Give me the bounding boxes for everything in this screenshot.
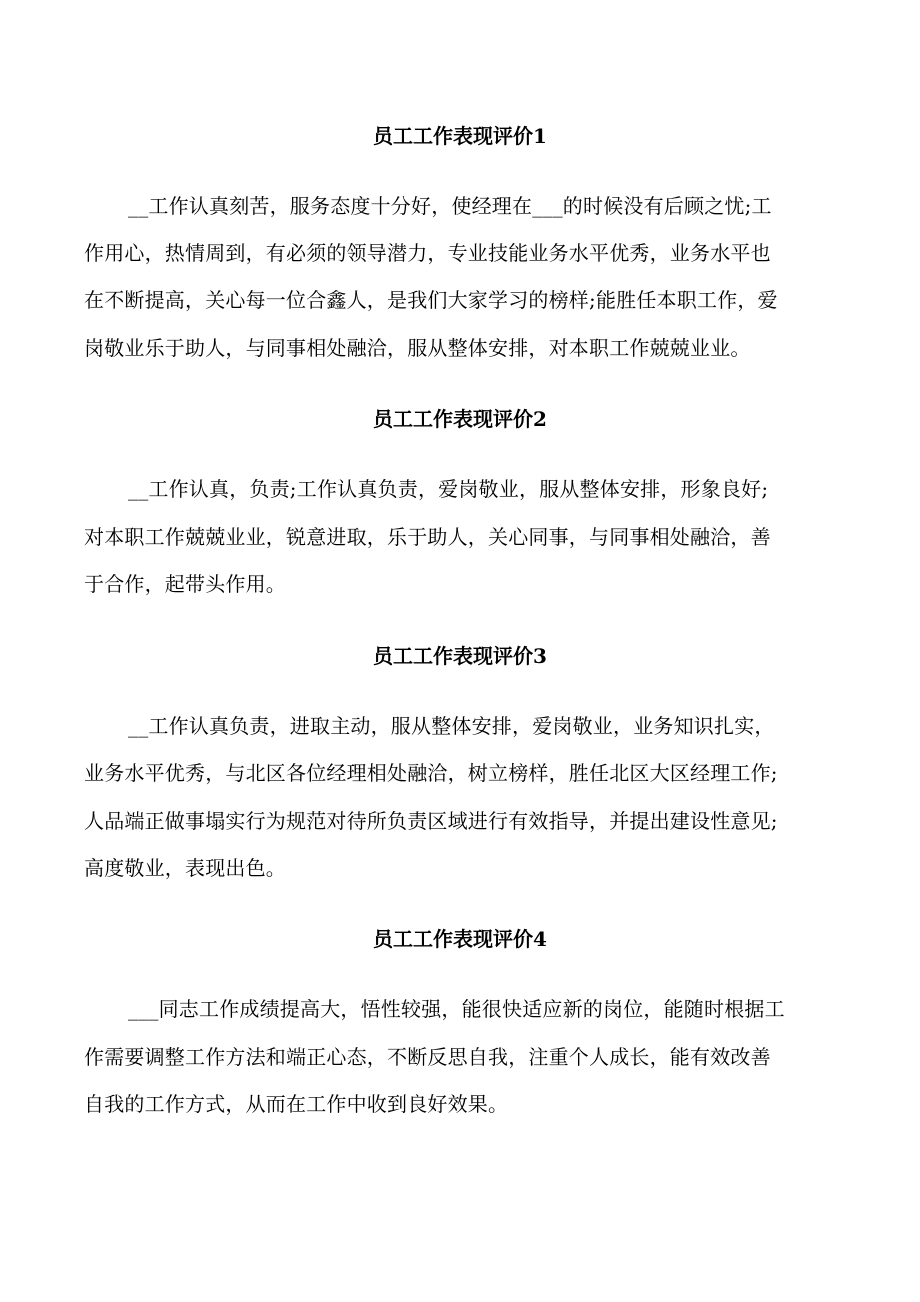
section-3-line-4: 高度敬业，表现出色。 (84, 856, 286, 880)
section-4-line-1: ___同志工作成绩提高大，悟性较强，能很快适应新的岗位，能随时根据工 (128, 997, 785, 1021)
section-4-line-2: 作需要调整工作方法和端正心态，不断反思自我，注重个人成长，能有效改善 (84, 1045, 771, 1069)
section-2-heading: 员工工作表现评价2 (373, 407, 547, 431)
section-1-line-3: 在不断提高，关心每一位合鑫人，是我们大家学习的榜样;能胜任本职工作，爱 (84, 288, 778, 312)
section-4-heading: 员工工作表现评价4 (373, 927, 547, 951)
section-3-heading: 员工工作表现评价3 (373, 644, 547, 668)
section-1-line-4: 岗敬业乐于助人，与同事相处融洽，服从整体安排，对本职工作兢兢业业。 (84, 336, 751, 360)
section-1-line-2: 作用心，热情周到，有必须的领导潜力，专业技能业务水平优秀，业务水平也 (84, 241, 771, 265)
section-3-line-2: 业务水平优秀，与北区各位经理相处融洽，树立榜样，胜任北区大区经理工作; (84, 761, 778, 785)
section-3-line-1: __工作认真负责，进取主动，服从整体安排，爱岗敬业，业务知识扎实， (128, 714, 775, 738)
section-2-line-1: __工作认真，负责;工作认真负责，爱岗敬业，服从整体安排，形象良好; (128, 477, 769, 501)
section-2-line-3: 于合作，起带头作用。 (84, 572, 286, 596)
section-4-line-3: 自我的工作方式，从而在工作中收到良好效果。 (84, 1092, 509, 1116)
section-1-heading: 员工工作表现评价1 (373, 124, 547, 148)
section-2-line-2: 对本职工作兢兢业业，锐意进取，乐于助人，关心同事，与同事相处融洽，善 (84, 525, 771, 549)
section-1-line-1: __工作认真刻苦，服务态度十分好，使经理在___的时候没有后顾之忧;工 (128, 194, 772, 218)
section-3-line-3: 人品端正做事塌实行为规范对待所负责区域进行有效指导，并提出建设性意见; (84, 809, 778, 833)
